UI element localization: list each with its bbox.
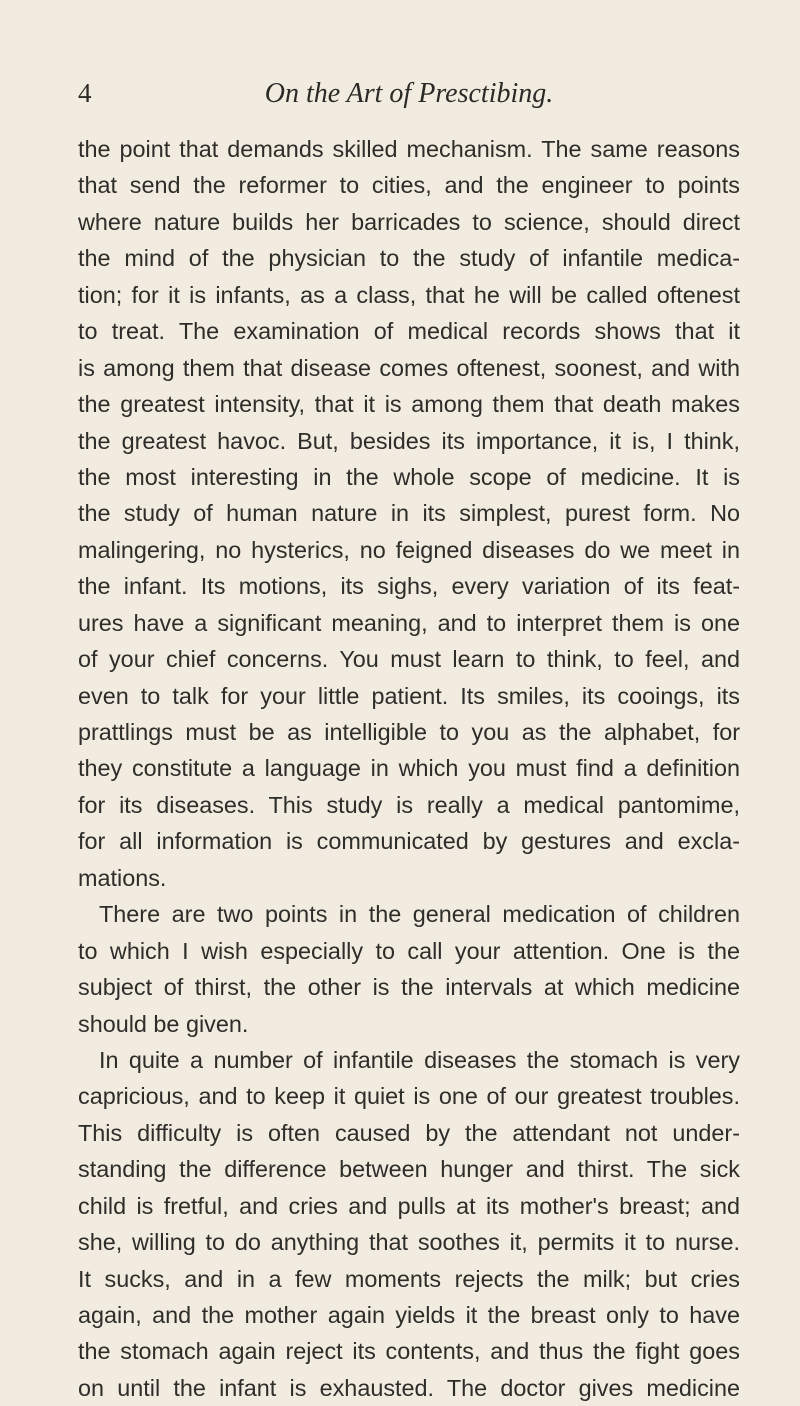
text-line: prattlings must be as intelligible to you as the alphabet, for bbox=[78, 719, 740, 745]
body-text bbox=[78, 131, 740, 1406]
text-line: should be given. bbox=[78, 1010, 249, 1037]
text-line: malingering, no hysterics, no feigned diseases do we meet in bbox=[78, 536, 740, 563]
text-line: she, willing to do anything that soothes it, permits it to nurse. bbox=[78, 1229, 740, 1256]
text-line: they constitute a language in which you must find a definition bbox=[78, 755, 740, 782]
text-line: the most interesting in the whole scope of medicine. It is bbox=[78, 463, 740, 490]
text-line: the infant. Its motions, its sighs, every variation of its feat- bbox=[78, 573, 740, 600]
running-title: On the Art of Presctibing. bbox=[264, 78, 554, 109]
text-line: mations. bbox=[78, 864, 167, 891]
text-line: the point that demands skilled mechanism. The same reasons bbox=[78, 136, 740, 162]
text-line: to treat. The examination of medical records shows that it bbox=[78, 318, 740, 345]
text-line: of your chief concerns. You must learn to think, to feel, and bbox=[78, 646, 740, 673]
text-line: again, and the mother again yields it the breast only to have bbox=[78, 1302, 740, 1328]
text-line: This difficulty is often caused by the attendant not under- bbox=[78, 1119, 740, 1146]
text-line: ures have a significant meaning, and to interpret them is one bbox=[78, 609, 740, 636]
text-line: is among them that disease comes oftenest, soonest, and with bbox=[78, 354, 740, 381]
text-line: standing the difference between hunger and thirst. The sick bbox=[78, 1156, 740, 1183]
text-line: where nature builds her barricades to science, should direct bbox=[78, 208, 740, 235]
text-line: for all information is communicated by gestures and excla- bbox=[78, 828, 740, 855]
text-line: the stomach again reject its contents, and thus the fight goes bbox=[78, 1338, 740, 1365]
text-line: tion; for it is infants, as a class, that he will be called oftenest bbox=[78, 281, 740, 308]
text-line: the study of human nature in its simplest, purest form. No bbox=[78, 500, 740, 527]
text-line: the greatest havoc. But, besides its importance, it is, I think, bbox=[78, 427, 740, 454]
text-line: subject of thirst, the other is the intervals at which medicine bbox=[78, 974, 740, 1001]
text-line: There are two points in the general medication of children bbox=[99, 901, 740, 928]
page-header bbox=[78, 78, 740, 118]
page-number: 4 bbox=[78, 78, 92, 108]
text-line: the greatest intensity, that it is among them that death makes bbox=[78, 391, 740, 418]
text-line: the mind of the physician to the study of infantile medica- bbox=[78, 245, 740, 272]
text-line: to which I wish especially to call your attention. One is the bbox=[78, 937, 740, 964]
text-line: that send the reformer to cities, and the engineer to points bbox=[78, 172, 740, 199]
text-line: In quite a number of infantile diseases the stomach is very bbox=[99, 1046, 740, 1073]
text-line: It sucks, and in a few moments rejects the milk; but cries bbox=[78, 1265, 740, 1292]
text-line: for its diseases. This study is really a medical pantomime, bbox=[78, 791, 740, 818]
text-line: capricious, and to keep it quiet is one of our greatest troubles. bbox=[78, 1083, 740, 1110]
text-line: even to talk for your little patient. Its smiles, its cooings, its bbox=[78, 682, 740, 709]
text-line: on until the infant is exhausted. The doctor gives medicine bbox=[78, 1374, 740, 1401]
text-line: child is fretful, and cries and pulls at its mother's breast; and bbox=[78, 1192, 740, 1219]
